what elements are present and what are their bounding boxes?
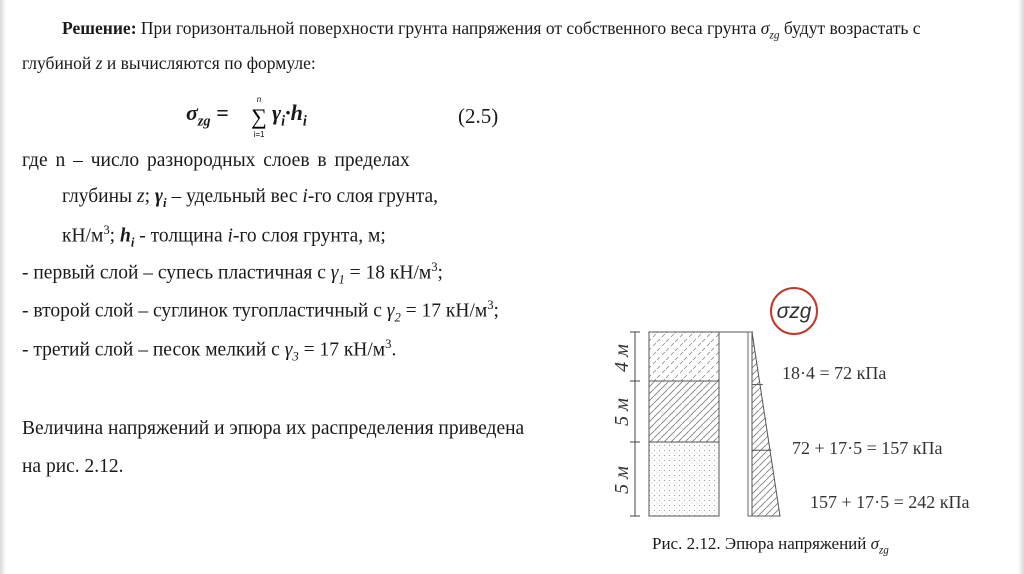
stress-value-3: 157 + 17·5 = 242 кПа — [810, 492, 970, 512]
layer-2-gamma-sub: 2 — [394, 310, 401, 325]
where-line-3 — [62, 223, 386, 250]
where-gamma: γ — [154, 186, 164, 207]
layer-1-text: - первый слой – супесь пластичная с — [22, 262, 331, 284]
where-i: i — [302, 186, 308, 207]
layer-3-value: = 17 кН/м — [298, 339, 386, 361]
formula-equals: = — [210, 100, 229, 125]
where-z: z — [137, 186, 145, 207]
page-right-shadow — [1018, 0, 1024, 574]
depth-label-3: 5 м — [611, 466, 633, 494]
where-l3-mid: - толщина — [134, 225, 228, 247]
layer-3-gamma-sub: 3 — [292, 349, 299, 364]
where-h-sub: i — [130, 235, 135, 250]
formula-dot: · — [285, 100, 291, 125]
sigma-badge-label: σzg — [776, 300, 812, 323]
intro-text: При горизонтальной поверхности грунта напряжения от собственного веса грунта — [136, 18, 761, 38]
sigma-subscript: zg — [769, 29, 780, 42]
layer-3-sup: 3 — [385, 337, 392, 351]
where-line-2 — [62, 186, 438, 211]
intro-line2-end: и вычисляются по формуле: — [102, 53, 316, 73]
stress-diagram — [598, 284, 1018, 524]
conclusion-line-2: на рис. 2.12. — [22, 456, 124, 477]
where-l2-end: -го слоя грунта, — [307, 186, 439, 207]
layer-1-sup: 3 — [431, 260, 438, 274]
intro-line-2 — [22, 53, 316, 74]
where-sep: ; — [144, 186, 155, 207]
sum-sigma-glyph: ∑ — [251, 104, 267, 129]
layer-2-value: = 17 кН/м — [400, 300, 488, 322]
layer-3-text: - третий слой – песок мелкий с — [22, 339, 285, 361]
intro-line2-text: глубиной — [22, 53, 96, 73]
conclusion-line-1: Величина напряжений и эпюра их распределения приведена — [22, 418, 525, 439]
where-h: h — [119, 225, 131, 247]
layer-3-gamma: γ — [284, 339, 293, 361]
where-unit: кН/м — [62, 225, 104, 247]
z-symbol: z — [95, 53, 103, 73]
layer-1-gamma-sub: 1 — [338, 272, 345, 287]
caption-text: Рис. 2.12. Эпюра напряжений — [652, 534, 871, 553]
where-unit-sup: 3 — [103, 223, 110, 237]
caption-sigma: σ — [870, 534, 879, 553]
layer-line-1 — [22, 260, 443, 287]
layer-line-3 — [22, 337, 396, 364]
where-l3-i: i — [227, 225, 233, 247]
summation-icon — [248, 94, 270, 140]
sigma-symbol: σ — [760, 18, 770, 38]
intro-text-end: будут возрастать с — [779, 18, 921, 38]
soil-layer-2 — [649, 381, 719, 442]
where-gamma-sub: i — [163, 195, 167, 210]
where-l3-end: -го слоя грунта, м; — [232, 225, 386, 247]
soil-layer-3 — [649, 442, 719, 516]
sum-upper-limit: n — [256, 95, 262, 104]
where-l3-sep: ; — [109, 225, 120, 247]
sum-lower-limit: i=1 — [253, 130, 265, 139]
page-left-shadow — [0, 0, 6, 574]
layer-2-sup: 3 — [487, 298, 494, 312]
layer-3-end: . — [391, 339, 397, 361]
layer-2-text: - второй слой – суглинок тугопластичный с — [22, 300, 387, 322]
stress-value-1: 18·4 = 72 кПа — [782, 363, 887, 383]
stress-epure — [752, 332, 780, 516]
layer-1-value: = 18 кН/м — [344, 262, 432, 284]
intro-line-1 — [62, 18, 921, 42]
epure-baseline — [748, 332, 752, 516]
where-l2-text: глубины — [62, 186, 138, 207]
layer-2-end: ; — [493, 300, 499, 322]
depth-label-1: 4 м — [611, 344, 633, 372]
formula-lhs — [186, 100, 229, 130]
formula-h-sub: i — [302, 113, 307, 130]
solution-label: Решение: — [62, 18, 137, 38]
depth-label-2: 5 м — [611, 398, 633, 426]
formula-sigma-sub: zg — [197, 113, 211, 130]
layer-2-gamma: γ — [386, 300, 395, 322]
soil-layer-1 — [649, 332, 719, 381]
formula-gamma-sub: i — [281, 113, 286, 130]
caption-sigma-sub: zg — [879, 544, 889, 557]
layer-1-gamma: γ — [330, 262, 339, 284]
layer-line-2 — [22, 298, 499, 325]
where-l2-mid: – удельный вес — [166, 186, 303, 207]
formula-gamma: γ — [272, 100, 282, 125]
formula-sigma: σ — [186, 100, 198, 125]
formula-number: (2.5) — [458, 104, 499, 128]
stress-value-2: 72 + 17·5 = 157 кПа — [792, 438, 943, 458]
where-line-1: где n – число разнородных слоев в пределах — [22, 150, 410, 171]
formula-h: h — [290, 100, 303, 125]
formula-rhs — [272, 100, 307, 130]
figure-caption — [652, 534, 889, 556]
layer-1-end: ; — [437, 262, 443, 284]
